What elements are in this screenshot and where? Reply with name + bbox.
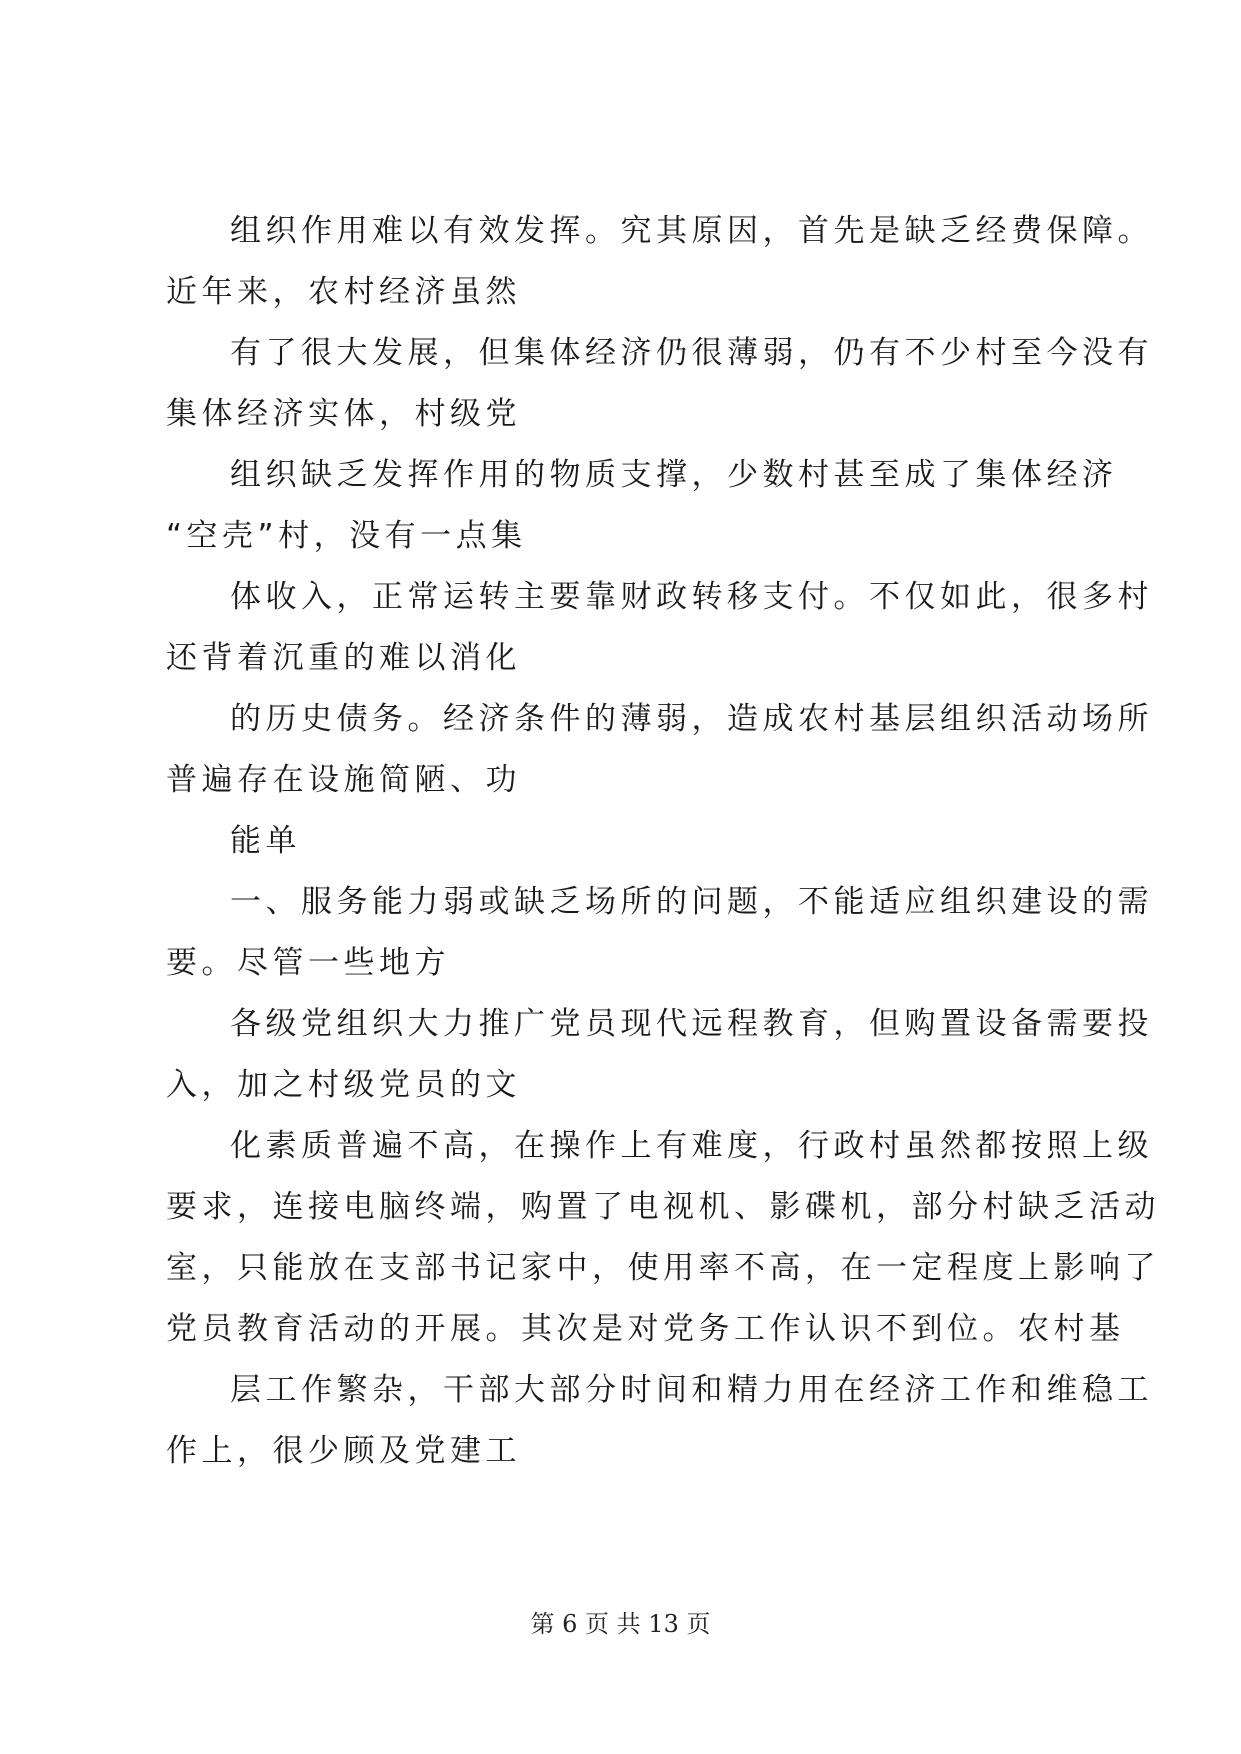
text-line: 能单 — [230, 823, 301, 859]
text-line: 体收入，正常运转主要靠财政转移支付。不仅如此，很多村 — [230, 579, 1153, 615]
page-footer: 第 6 页 共 13 页 — [530, 1610, 711, 1638]
text-line: 组织缺乏发挥作用的物质支撑，少数村甚至成了集体经济 — [230, 457, 1118, 493]
text-line: 层工作繁杂，干部大部分时间和精力用在经济工作和维稳工 — [230, 1372, 1153, 1408]
text-line: 各级党组织大力推广党员现代远程教育，但购置设备需要投 — [230, 1006, 1153, 1042]
text-line: 集体经济实体，村级党 — [166, 396, 521, 432]
text-line: 普遍存在设施简陋、功 — [166, 762, 521, 798]
text-line: 党员教育活动的开展。其次是对党务工作认识不到位。农村基 — [166, 1311, 1125, 1347]
text-line: 还背着沉重的难以消化 — [166, 640, 521, 676]
text-line: 要。尽管一些地方 — [166, 945, 450, 981]
text-line: 的历史债务。经济条件的薄弱，造成农村基层组织活动场所 — [230, 701, 1153, 737]
text-line: 室，只能放在支部书记家中，使用率不高，在一定程度上影响了 — [166, 1250, 1160, 1286]
text-line: 作上，很少顾及党建工 — [166, 1433, 521, 1469]
text-line: 要求，连接电脑终端，购置了电视机、影碟机，部分村缺乏活动 — [166, 1189, 1160, 1225]
text-line: 近年来，农村经济虽然 — [166, 274, 521, 310]
text-line: 有了很大发展，但集体经济仍很薄弱，仍有不少村至今没有 — [230, 335, 1153, 371]
text-line: 组织作用难以有效发挥。究其原因，首先是缺乏经费保障。 — [230, 213, 1153, 249]
text-line: 一、服务能力弱或缺乏场所的问题，不能适应组织建设的需 — [230, 884, 1153, 920]
text-line: “空壳”村，没有一点集 — [166, 518, 527, 554]
text-line: 入，加之村级党员的文 — [166, 1067, 521, 1103]
document-body — [166, 201, 1160, 1482]
text-line: 化素质普遍不高，在操作上有难度，行政村虽然都按照上级 — [230, 1128, 1153, 1164]
